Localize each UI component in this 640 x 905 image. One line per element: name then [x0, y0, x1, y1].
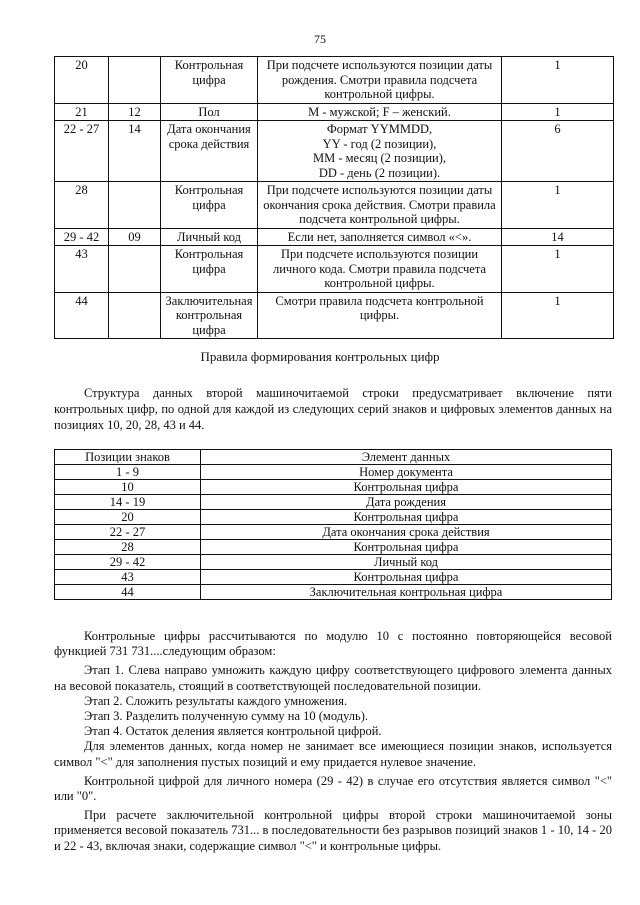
- paragraph: Этап 3. Разделить полученную сумму на 10 (модуль).: [84, 709, 368, 724]
- length-cell: [109, 57, 161, 104]
- element-cell: Контрольная цифра: [201, 510, 612, 525]
- description-cell: При подсчете используются позиции личного кода. Смотри правила подсчета контрольной цифры.: [258, 246, 502, 293]
- count-cell: 1: [502, 182, 614, 229]
- table-row: [55, 57, 614, 104]
- element-name-cell: Контрольная цифра: [161, 246, 258, 293]
- count-cell: 1: [502, 292, 614, 339]
- table-row: [55, 182, 614, 229]
- length-cell: 12: [109, 103, 161, 121]
- table-row: [55, 292, 614, 339]
- position-cell: 22 - 27: [55, 525, 201, 540]
- length-cell: [109, 182, 161, 229]
- description-line: DD - день (2 позиции).: [318, 165, 441, 180]
- position-cell: 44: [55, 292, 109, 339]
- table-row: [55, 555, 612, 570]
- table-row: [55, 465, 612, 480]
- body-text: [54, 629, 612, 854]
- count-cell: 1: [502, 103, 614, 121]
- position-cell: 1 - 9: [55, 465, 201, 480]
- count-cell: 6: [502, 121, 614, 182]
- description-line: YY - год (2 позиции),: [322, 136, 437, 151]
- table-row: [55, 570, 612, 585]
- paragraph: Этап 2. Сложить результаты каждого умножения.: [84, 693, 348, 708]
- position-cell: 20: [55, 510, 201, 525]
- element-cell: Контрольная цифра: [201, 570, 612, 585]
- position-cell: 29 - 42: [55, 228, 109, 246]
- length-cell: 09: [109, 228, 161, 246]
- element-name-cell: Личный код: [161, 228, 258, 246]
- paragraph: Контрольной цифрой для личного номера (29 - 42) в случае его отсутствия является символ "<" или "0".: [54, 773, 612, 804]
- element-name-cell: Дата окончания срока действия: [161, 121, 258, 182]
- length-cell: [109, 292, 161, 339]
- position-cell: 14 - 19: [55, 495, 201, 510]
- table-row: [55, 585, 612, 600]
- description-cell: При подсчете используются позиции даты окончания срока действия. Смотри правила подсчета контрольной цифры.: [258, 182, 502, 229]
- count-cell: 1: [502, 246, 614, 293]
- description-cell: [258, 121, 502, 182]
- element-cell: Контрольная цифра: [201, 540, 612, 555]
- element-cell: Дата рождения: [201, 495, 612, 510]
- mrz-fields-table: [54, 56, 614, 339]
- position-cell: 10: [55, 480, 201, 495]
- position-cell: 29 - 42: [55, 555, 201, 570]
- column-header: Элемент данных: [201, 450, 612, 465]
- count-cell: 14: [502, 228, 614, 246]
- position-cell: 22 - 27: [55, 121, 109, 182]
- description-line: Формат YYMMDD,: [326, 122, 433, 136]
- table-row: [55, 103, 614, 121]
- length-cell: [109, 246, 161, 293]
- description-cell: M - мужской; F – женский.: [258, 103, 502, 121]
- section-title: Правила формирования контрольных цифр: [200, 349, 440, 364]
- table-row: [55, 495, 612, 510]
- description-line: MM - месяц (2 позиции),: [313, 151, 446, 165]
- description-cell: Смотри правила подсчета контрольной цифры.: [258, 292, 502, 339]
- table-row: [55, 121, 614, 182]
- position-cell: 43: [55, 246, 109, 293]
- element-cell: Личный код: [201, 555, 612, 570]
- intro-paragraph: Структура данных второй машиночитаемой строки предусматривает включение пяти контрольных цифр, по одной для каждой из следующих серий знаков и цифровых элементов данных на позициях 10, 20, 28, 43 и 44.: [54, 386, 612, 432]
- table-row: [55, 525, 612, 540]
- description-cell: При подсчете используются позиции даты рождения. Смотри правила подсчета контрольной цифры.: [258, 57, 502, 104]
- position-cell: 28: [55, 182, 109, 229]
- table-header-row: [55, 450, 612, 465]
- position-cell: 43: [55, 570, 201, 585]
- position-cell: 44: [55, 585, 201, 600]
- paragraph: Этап 4. Остаток деления является контрольной цифрой.: [84, 724, 382, 739]
- table-row: [55, 246, 614, 293]
- table-row: [55, 228, 614, 246]
- paragraph: Для элементов данных, когда номер не занимает все имеющиеся позиции знаков, используется символ "<" для заполнения пустых позиций и ему придается нулевое значение.: [54, 739, 612, 769]
- position-cell: 28: [55, 540, 201, 555]
- element-cell: Заключительная контрольная цифра: [201, 585, 612, 600]
- position-cell: 20: [55, 57, 109, 104]
- table-row: [55, 510, 612, 525]
- element-name-cell: Контрольная цифра: [161, 57, 258, 104]
- element-name-cell: Заключительная контрольная цифра: [161, 292, 258, 339]
- table-row: [55, 480, 612, 495]
- position-cell: 21: [55, 103, 109, 121]
- paragraph: Контрольные цифры рассчитываются по модулю 10 с постоянно повторяющейся весовой функцией 731 731....следующим образом:: [54, 629, 612, 659]
- element-cell: Контрольная цифра: [201, 480, 612, 495]
- column-header: Позиции знаков: [55, 450, 201, 465]
- element-cell: Номер документа: [201, 465, 612, 480]
- element-name-cell: Контрольная цифра: [161, 182, 258, 229]
- element-name-cell: Пол: [161, 103, 258, 121]
- check-digits-table: [54, 449, 612, 600]
- element-cell: Дата окончания срока действия: [201, 525, 612, 540]
- count-cell: 1: [502, 57, 614, 104]
- table-row: [55, 540, 612, 555]
- paragraph: При расчете заключительной контрольной цифры второй строки машиночитаемой зоны применяется весовой показатель 731... в последовательности без разрывов позиций знаков 1 - 10, 14 - 20 и 22 - 43, включая знаки, содержащие символ "<" и контрольные цифры.: [54, 808, 612, 853]
- paragraph: Этап 1. Слева направо умножить каждую цифру соответствующего цифрового элемента данных на весовой показатель, стоящий в соответствующей последовательной позиции.: [54, 663, 612, 693]
- page-number: 75: [314, 32, 326, 46]
- length-cell: 14: [109, 121, 161, 182]
- description-cell: Если нет, заполняется символ «<».: [258, 228, 502, 246]
